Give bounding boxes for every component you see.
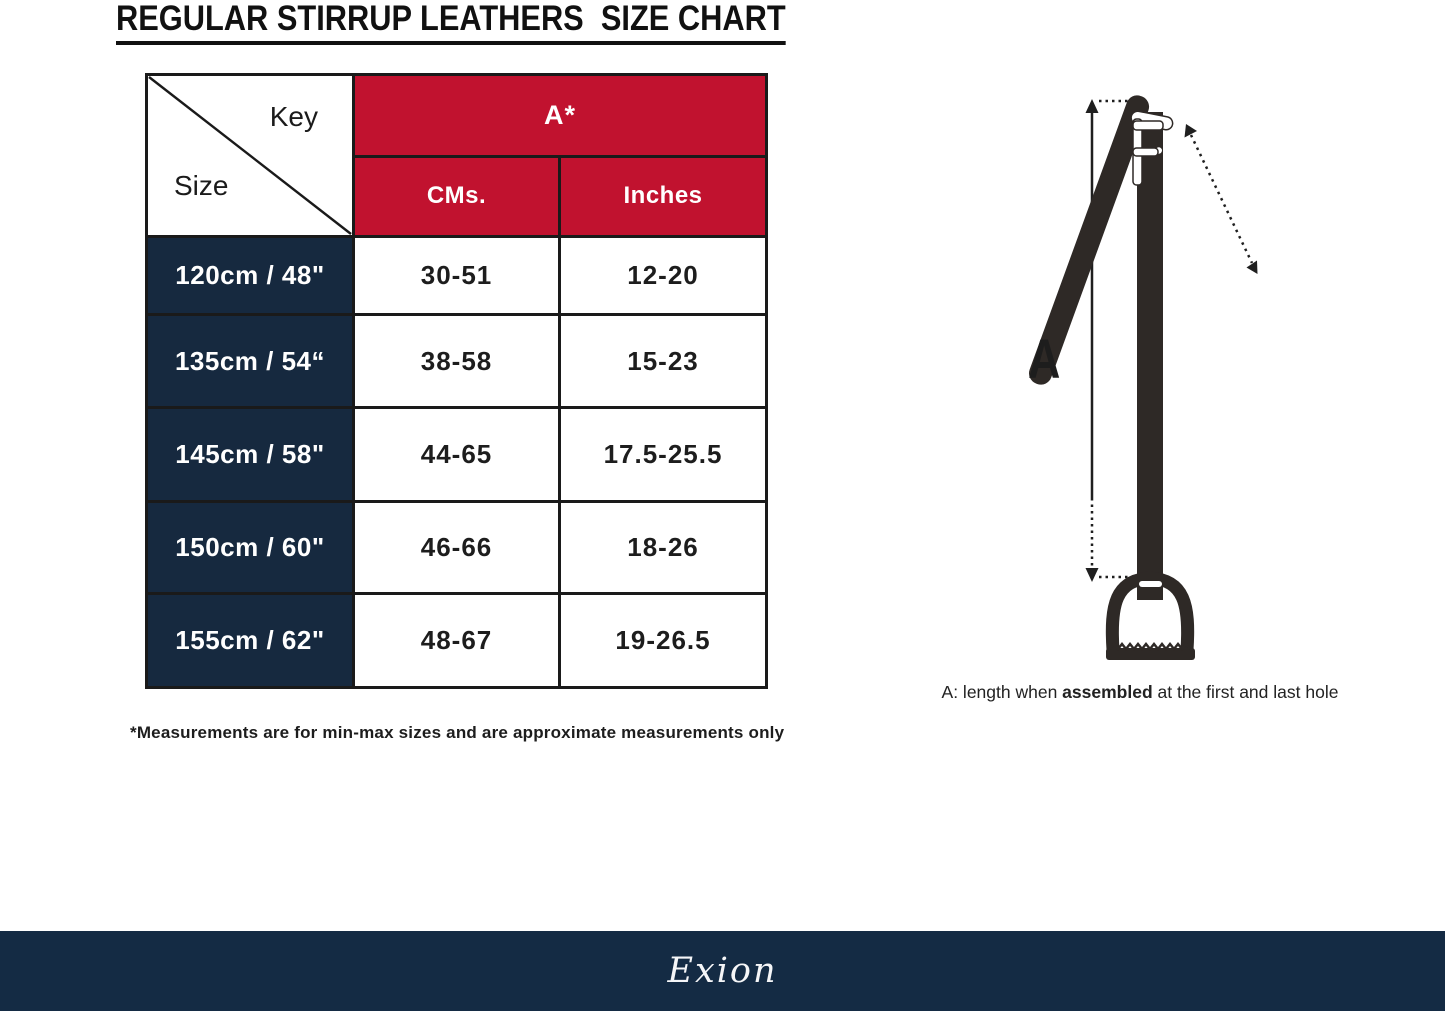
table-row — [147, 315, 767, 408]
row-cms-value: 30-51 — [354, 237, 560, 315]
stirrup-strap-vertical — [1137, 112, 1163, 600]
row-cms-value: 48-67 — [354, 594, 560, 688]
row-size-label: 155cm / 62" — [147, 594, 354, 688]
size-chart-table — [145, 73, 768, 689]
row-size-label: 135cm / 54“ — [147, 315, 354, 408]
measurements-footnote: *Measurements are for min-max sizes and are approximate measurements only — [130, 723, 785, 742]
table-row — [147, 594, 767, 688]
column-header-inches: Inches — [560, 156, 767, 237]
corner-size-label: Size — [174, 170, 229, 201]
row-size-label: 145cm / 58" — [147, 408, 354, 502]
column-header-cms: CMs. — [354, 156, 560, 237]
strap-holes — [1156, 147, 1215, 298]
diagonal-divider — [148, 76, 352, 235]
row-inches-value: 17.5-25.5 — [560, 408, 767, 502]
row-cms-value: 44-65 — [354, 408, 560, 502]
arrow-up-icon — [1086, 99, 1099, 113]
row-size-label: 150cm / 60" — [147, 502, 354, 594]
row-inches-value: 18-26 — [560, 502, 767, 594]
dimension-a-label: A — [1028, 327, 1061, 390]
table-row — [147, 408, 767, 502]
table-row — [147, 502, 767, 594]
brand-logo: Exion — [667, 951, 778, 991]
footer-bar — [0, 931, 1445, 1011]
corner-header-cell — [147, 75, 354, 237]
corner-key-label: Key — [269, 101, 318, 132]
caption-prefix: A: length when — [941, 682, 1063, 702]
row-inches-value: 12-20 — [560, 237, 767, 315]
row-size-label: 120cm / 48" — [147, 237, 354, 315]
page-title: REGULAR STIRRUP LEATHERS SIZE CHART — [116, 0, 786, 45]
diagram-caption — [900, 682, 1380, 703]
row-cms-value: 38-58 — [354, 315, 560, 408]
stirrup-slot — [1139, 581, 1162, 587]
row-cms-value: 46-66 — [354, 502, 560, 594]
column-group-header-a: A* — [354, 75, 767, 157]
arrow-down-icon — [1086, 568, 1099, 582]
row-inches-value: 15-23 — [560, 315, 767, 408]
caption-bold-word: assembled — [1062, 682, 1153, 702]
caption-suffix: at the first and last hole — [1152, 682, 1339, 702]
row-inches-value: 19-26.5 — [560, 594, 767, 688]
table-row — [147, 237, 767, 315]
